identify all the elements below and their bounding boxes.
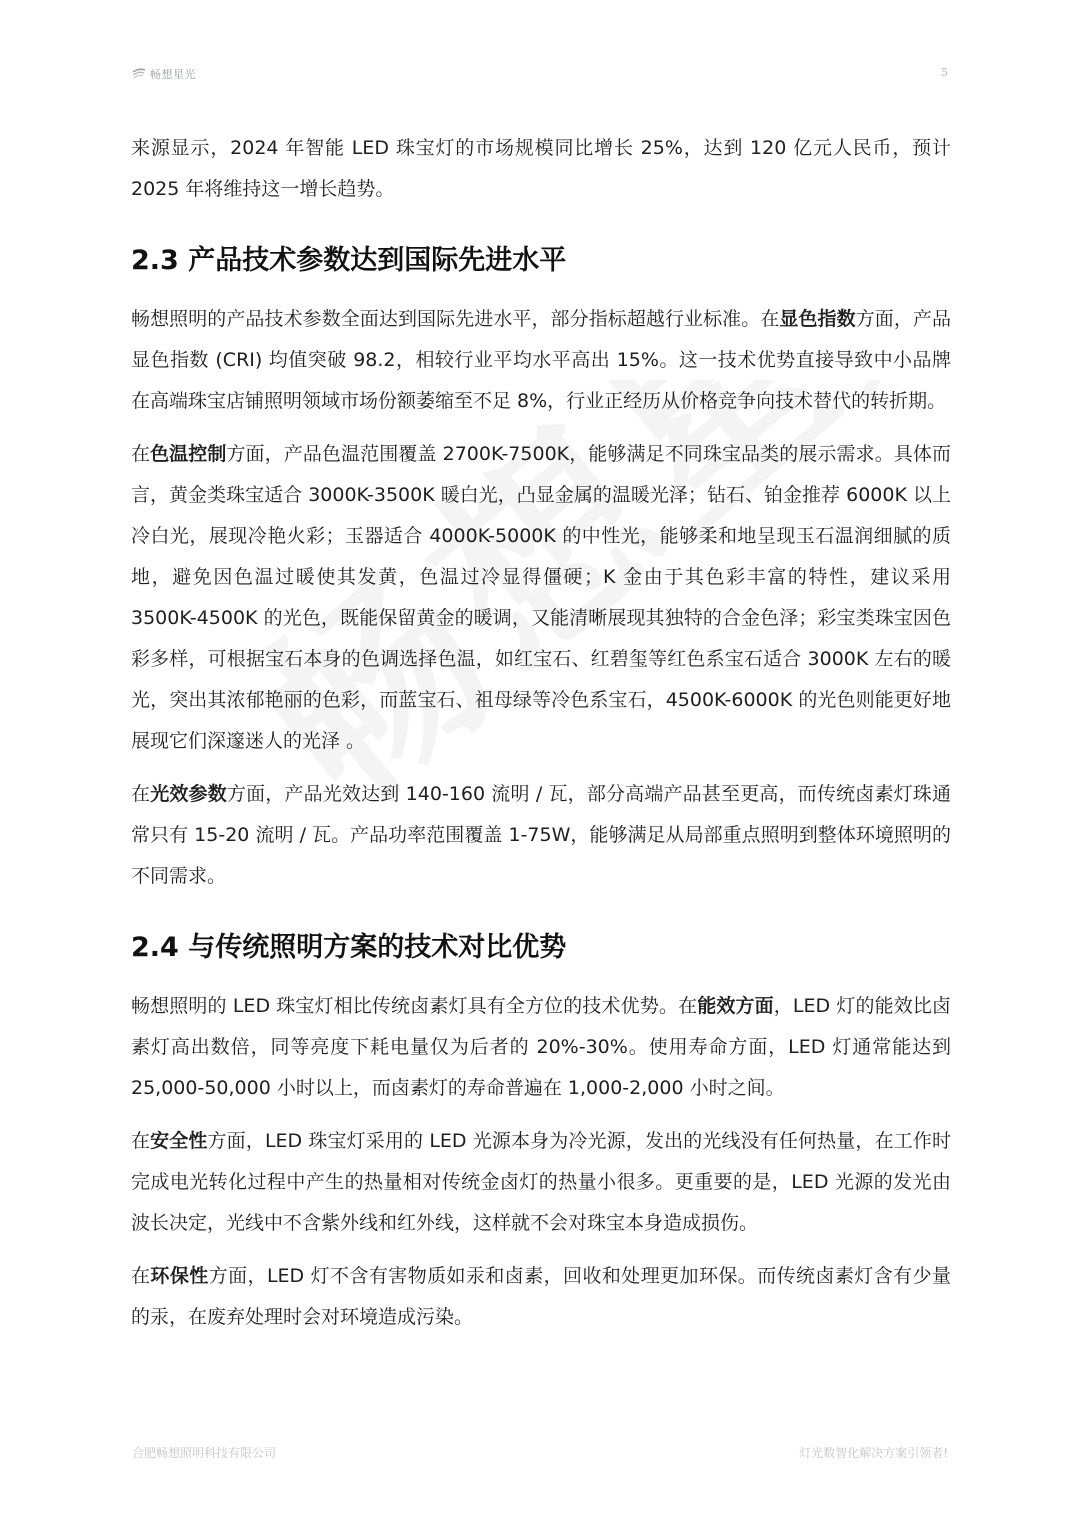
bold-term: 能效方面	[697, 995, 774, 1017]
footer-slogan: 灯光数智化解决方案引领者!	[799, 1446, 948, 1460]
logo-text: 畅想星光	[150, 68, 196, 81]
bold-term: 显色指数	[779, 308, 856, 330]
page-footer	[132, 1444, 948, 1462]
paragraph-safety: 在安全性方面，LED 珠宝灯采用的 LED 光源本身为冷光源，发出的光线没有任何热量，在工作时完成电光转化过程中产生的热量相对传统金卤灯的热量小很多。更重要的是，LED 光源的发光由波长决定，光线中不含紫外线和红外线，这样就不会对珠宝本身造成损伤。	[131, 1130, 951, 1234]
paragraph-environment: 在环保性方面，LED 灯不含有害物质如汞和卤素，回收和处理更加环保。而传统卤素灯含有少量的汞，在废弃处理时会对环境造成污染。	[131, 1265, 951, 1328]
paragraph-efficacy: 在光效参数方面，产品光效达到 140-160 流明 / 瓦，部分高端产品甚至更高，而传统卤素灯珠通常只有 15-20 流明 / 瓦。产品功率范围覆盖 1-75W，能够满足从局部重点照明到整体环境照明的不同需求。	[131, 783, 951, 887]
footer-company: 合肥畅想照明科技有限公司	[132, 1446, 277, 1460]
bold-term: 色温控制	[150, 443, 227, 465]
logo	[132, 66, 196, 82]
page-number: 5	[941, 66, 948, 79]
intro-paragraph: 来源显示，2024 年智能 LED 珠宝灯的市场规模同比增长 25%，达到 120 亿元人民币，预计 2025 年将维持这一增长趋势。	[131, 137, 951, 200]
swoosh-logo-icon	[132, 68, 146, 80]
section-heading-2-4: 2.4 与传统照明方案的技术对比优势	[131, 932, 567, 963]
paragraph-color-temperature: 在色温控制方面，产品色温范围覆盖 2700K-7500K，能够满足不同珠宝品类的展示需求。具体而言，黄金类珠宝适合 3000K-3500K 暖白光，凸显金属的温暖光泽；钻石、铂金推荐 6000K 以上冷白光，展现冷艳火彩；玉器适合 4000K-5000K 的中性光，能够柔和地呈现玉石温润细腻的质地，避免因色温过暖使其发黄，色温过冷显得僵硬；K 金由于其色彩丰富的特性，建议采用 3500K-4500K 的光色，既能保留黄金的暖调，又能清晰展现其独特的合金色泽；彩宝类珠宝因色彩多样，可根据宝石本身的色调选择色温，如红宝石、红碧玺等红色系宝石适合 3000K 左右的暖光，突出其浓郁艳丽的色彩，而蓝宝石、祖母绿等冷色系宝石，4500K-6000K 的光色则能更好地展现它们深邃迷人的光泽 。	[131, 443, 951, 752]
bold-term: 环保性	[150, 1265, 209, 1287]
paragraph-cri: 畅想照明的产品技术参数全面达到国际先进水平，部分指标超越行业标准。在显色指数方面，产品显色指数 (CRI) 均值突破 98.2，相较行业平均水平高出 15%。这一技术优势直接导致中小品牌在高端珠宝店铺照明领域市场份额萎缩至不足 8%，行业正经历从价格竞争向技术替代的转折期。	[131, 308, 951, 412]
document-body	[131, 128, 951, 1350]
section-heading-2-3: 2.3 产品技术参数达到国际先进水平	[131, 245, 567, 276]
bold-term: 光效参数	[150, 783, 227, 805]
page-header	[132, 66, 948, 86]
paragraph-energy-efficiency: 畅想照明的 LED 珠宝灯相比传统卤素灯具有全方位的技术优势。在能效方面，LED 灯的能效比卤素灯高出数倍，同等亮度下耗电量仅为后者的 20%-30%。使用寿命方面，LED 灯通常能达到 25,000-50,000 小时以上，而卤素灯的寿命普遍在 1,000-2,000 小时之间。	[131, 995, 951, 1099]
bold-term: 安全性	[150, 1130, 208, 1152]
